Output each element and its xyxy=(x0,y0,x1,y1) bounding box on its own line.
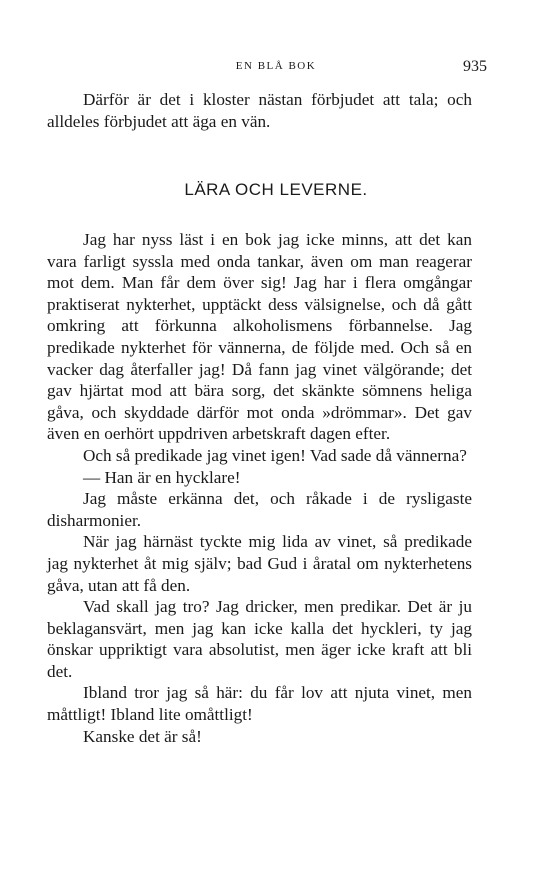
paragraph-6: Ibland tror jag så här: du får lov att njuta vinet, men måttligt! Ibland lite omåttligt! xyxy=(47,683,472,725)
intro-paragraph: Därför är det i kloster nästan förbjudet att tala; och alldeles förbjudet att äga en vän. xyxy=(47,90,472,131)
dialogue-line: — Han är en hycklare! xyxy=(83,467,241,487)
paragraph-3: Jag måste erkänna det, och råkade i de rysligaste disharmonier. xyxy=(47,489,472,530)
paragraph-1: Jag har nyss läst i en bok jag icke minns, att det kan vara farligt syssla med onda tankar, även om man reagerar mot dem. Man får dem över sig! Jag har i flera omgångar praktiserat nykterhet, upptäckt dess välsignelse, och då gått omkring att förkunna alkoholismens förbannelse. Jag predikade nykterhet för vännerna, de följde med. Och så en vacker dag återfaller jag! Då fann jag vinet välgörande; det gav hjärtat mod att bära sorg, det skänkte sömnens heliga gåva, och skyddade därför mot onda »drömmar». Det gav även en oerhört uppdriven arbetskraft dagen efter. xyxy=(47,230,472,444)
section-body xyxy=(47,229,472,747)
paragraph-4: När jag härnäst tyckte mig lida av vinet, så predikade jag nykterhet åt mig själv; bad Gud i åratal om nykterhetens gåva, utan att få den. xyxy=(47,532,472,595)
paragraph-5: Vad skall jag tro? Jag dricker, men predikar. Det är ju beklagansvärt, men jag kan icke kalla det hyckleri, ty jag önskar uppriktigt vara absolutist, men äger icke kraft att bli det. xyxy=(47,597,472,681)
page-number: 935 xyxy=(463,58,487,75)
paragraph-7: Kanske det är så! xyxy=(83,726,202,746)
intro-text xyxy=(47,89,472,132)
paragraph-2: Och så predikade jag vinet igen! Vad sade då vännerna? xyxy=(83,445,467,465)
running-title: EN BLÅ BOK xyxy=(235,60,317,72)
running-head xyxy=(0,60,552,80)
section-heading: LÄRA OCH LEVERNE. xyxy=(184,180,368,199)
